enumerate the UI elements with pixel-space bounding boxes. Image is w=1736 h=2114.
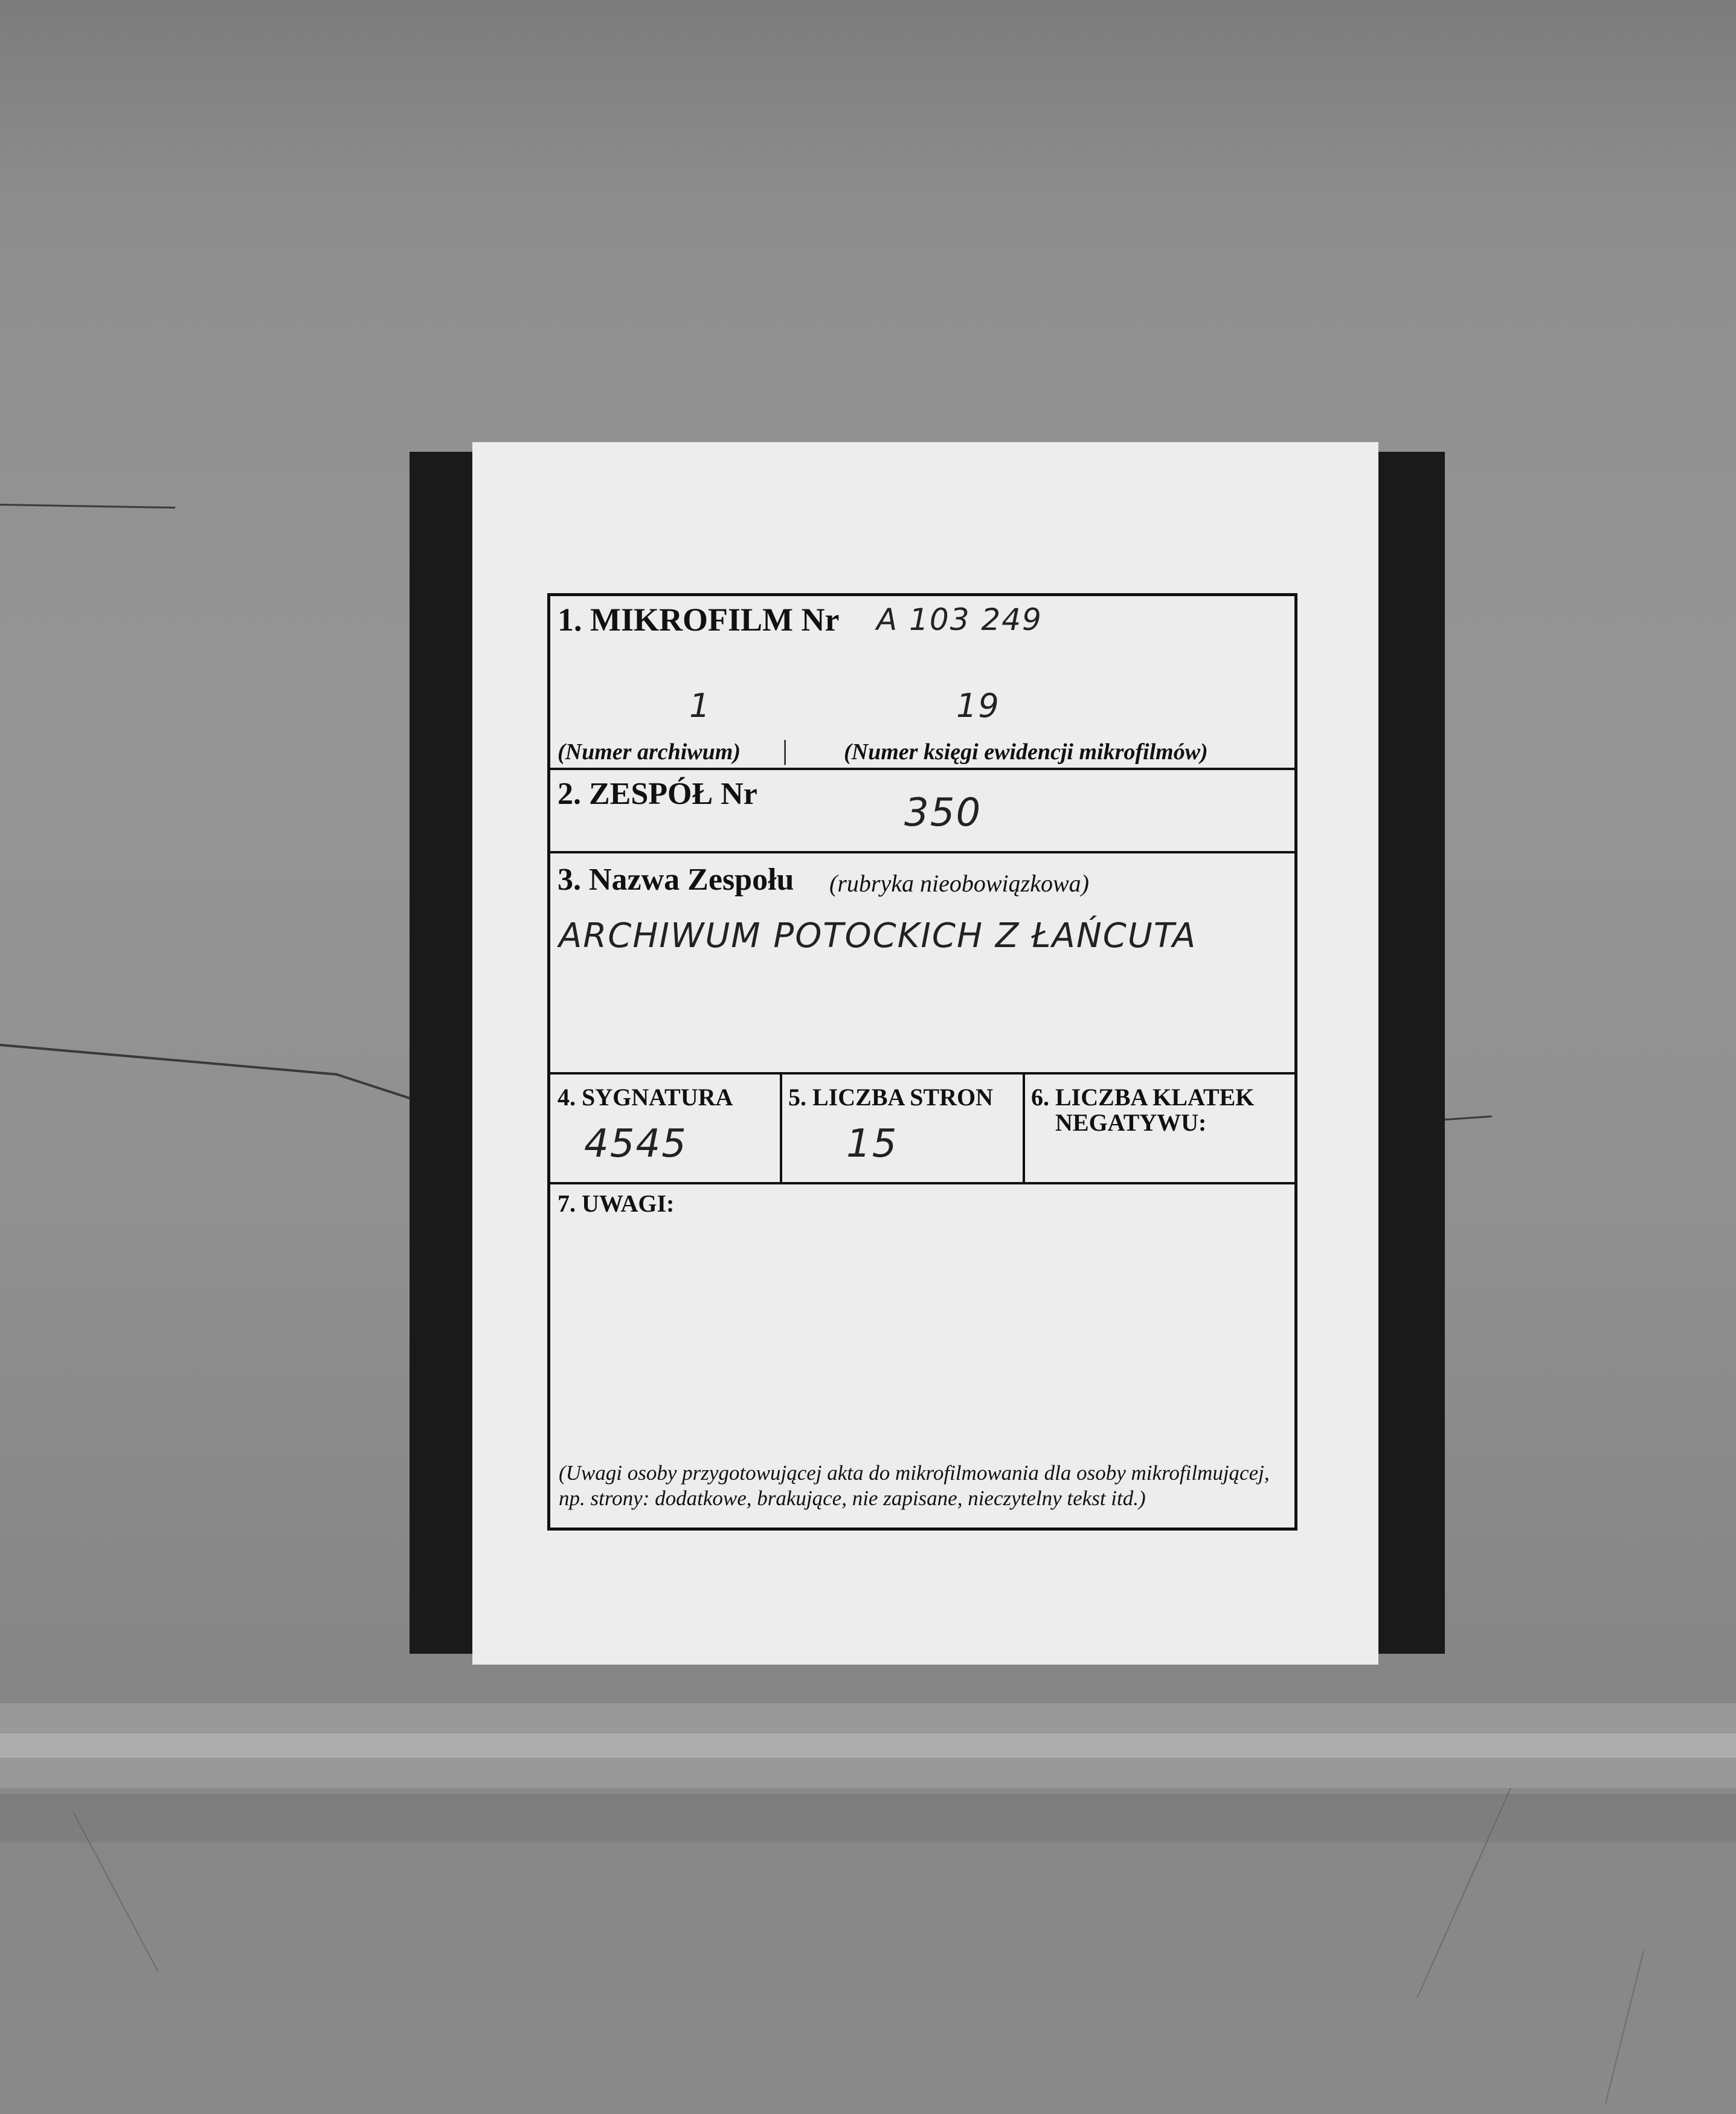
field-7-footnote-line1: (Uwagi osoby przygotowującej akta do mikrofilmowania dla osoby mikrofilmującej, (559, 1461, 1270, 1485)
field-3-value: ARCHIWUM POTOCKICH Z ŁAŃCUTA (559, 916, 1197, 956)
field-6-label-line2: NEGATYWU: (1055, 1109, 1207, 1136)
field-5-label: 5. LICZBA STRON (788, 1084, 993, 1111)
field-5-value: 15 (846, 1122, 898, 1166)
archive-number-caption: (Numer archiwum) (558, 739, 741, 765)
archive-number-value: 1 (689, 687, 712, 725)
field-3-label: 3. Nazwa Zespołu (558, 863, 794, 897)
field-4-label: 4. SYGNATURA (558, 1084, 733, 1111)
microfilm-form (547, 593, 1297, 1531)
register-number-value: 19 (956, 687, 1000, 725)
divider (550, 768, 1294, 770)
field-4-value: 4545 (584, 1122, 687, 1166)
divider (550, 1182, 1294, 1184)
field-2-label: 2. ZESPÓŁ Nr (558, 777, 757, 811)
field-2-value: 350 (904, 791, 982, 835)
field-7-label: 7. UWAGI: (558, 1190, 675, 1217)
field-6-label-line1: 6. LICZBA KLATEK (1031, 1084, 1255, 1111)
divider (550, 851, 1294, 853)
divider (780, 1072, 782, 1182)
field-3-note: (rubryka nieobowiązkowa) (829, 870, 1089, 897)
field-1-value: A 103 249 (876, 602, 1043, 637)
film-band-dark (0, 1788, 1736, 1842)
field-7-footnote-line2: np. strony: dodatkowe, brakujące, nie zapisane, nieczytelny tekst itd.) (559, 1486, 1146, 1510)
divider (1023, 1072, 1025, 1182)
field-1-label: 1. MIKROFILM Nr (558, 602, 840, 638)
caption-separator: | (782, 734, 788, 765)
register-number-caption: (Numer księgi ewidencji mikrofilmów) (844, 739, 1208, 765)
divider (550, 1072, 1294, 1075)
film-band-light (0, 1733, 1736, 1758)
